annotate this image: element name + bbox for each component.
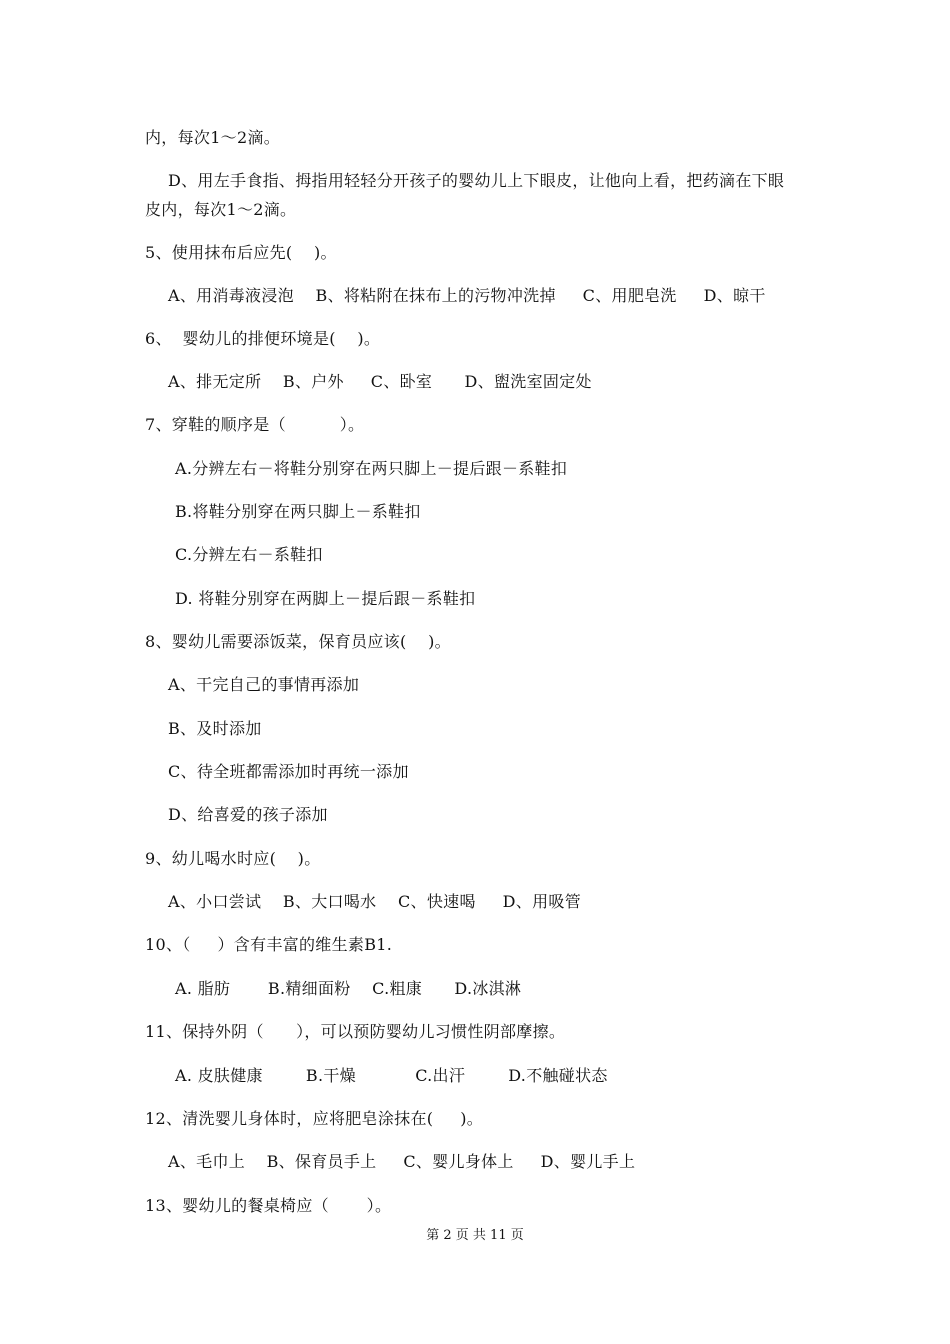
options-5: A、用消毒液浸泡 B、将粘附在抹布上的污物冲洗掉 C、用肥皂洗 D、晾干 xyxy=(168,286,766,305)
option-7b: B.将鞋分别穿在两只脚上－系鞋扣 xyxy=(175,502,421,521)
options-9: A、小口尝试 B、大口喝水 C、快速喝 D、用吸管 xyxy=(168,892,582,911)
options-12: A、毛巾上 B、保育员手上 C、婴儿身体上 D、婴儿手上 xyxy=(168,1152,636,1171)
option-7a: A.分辨左右－将鞋分别穿在两只脚上－提后跟－系鞋扣 xyxy=(175,459,568,478)
text-line: 内，每次1～2滴。 xyxy=(145,128,281,147)
question-12: 12、清洗婴儿身体时，应将肥皂涂抹在( )。 xyxy=(145,1109,484,1128)
options-6: A、排无定所 B、户外 C、卧室 D、盥洗室固定处 xyxy=(168,372,592,391)
question-11: 11、保持外阴（ ），可以预防婴幼儿习惯性阴部摩擦。 xyxy=(145,1022,566,1041)
question-13: 13、婴幼儿的餐桌椅应（ ）。 xyxy=(145,1196,392,1215)
page-footer: 第 2 页 共 11 页 xyxy=(426,1228,524,1243)
options-10: A. 脂肪 B.精细面粉 C.粗康 D.冰淇淋 xyxy=(175,979,522,998)
question-8: 8、婴幼儿需要添饭菜，保育员应该( )。 xyxy=(145,632,451,651)
question-7: 7、穿鞋的顺序是（ ）。 xyxy=(145,415,365,434)
question-10: 10、（ ）含有丰富的维生素B1. xyxy=(145,935,393,954)
option-8a: A、干完自己的事情再添加 xyxy=(168,675,360,694)
question-5: 5、使用抹布后应先( )。 xyxy=(145,243,337,262)
option-7d: D. 将鞋分别穿在两脚上－提后跟－系鞋扣 xyxy=(175,589,476,608)
option-8c: C、待全班都需添加时再统一添加 xyxy=(168,762,409,781)
options-11: A. 皮肤健康 B.干燥 C.出汗 D.不触碰状态 xyxy=(175,1066,608,1085)
option-8d: D、给喜爱的孩子添加 xyxy=(168,805,328,824)
option-8b: B、及时添加 xyxy=(168,719,262,738)
question-9: 9、幼儿喝水时应( )。 xyxy=(145,849,321,868)
option-7c: C.分辨左右－系鞋扣 xyxy=(175,545,323,564)
text-line: D、用左手食指、拇指用轻轻分开孩子的婴幼儿上下眼皮，让他向上看，把药滴在下眼 xyxy=(168,171,785,190)
question-6: 6、 婴幼儿的排便环境是( )。 xyxy=(145,329,381,348)
text-line: 皮内，每次1～2滴。 xyxy=(145,200,297,219)
